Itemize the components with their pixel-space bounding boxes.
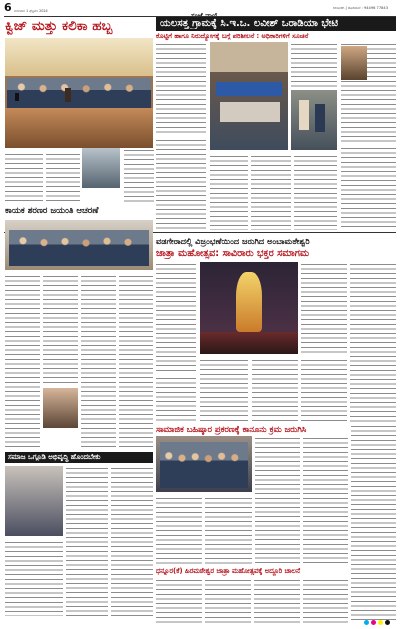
headline-yelasatta: ಯಲಸತ್ತ ಗ್ರಾಮಕ್ಕೆ ಸಿ.ಇ.ಒ. ಲವೀಶ್ ಒರಾಡಿಯಾ ಭೇಟಿ [160, 18, 338, 29]
headline-jatra-line2: ಜಾತ್ರಾ ಮಹೋತ್ಸವ: ಸಾವಿರಾರು ಭಕ್ತರ ಸಮಾಗಮ [156, 248, 310, 259]
photo-quiz-festival [5, 38, 153, 148]
body-right-col-2 [341, 146, 396, 230]
photo-samaja-oggoodi [5, 466, 63, 536]
body-quiz-festival [5, 152, 43, 204]
body-samaja-1 [66, 466, 108, 616]
photo-right-portrait [341, 46, 367, 80]
body-jatra-1 [156, 262, 196, 372]
subhead-yelasatta: ಕೊಟ್ಟಿಗೆ ಹಾಗೂ ನಿರುದ್ಯೋಗಕ್ಕೆ ಬಗ್ಗೆ ಪರಿಶೀಲನೆ : ಅಧಿಕಾರಿಗಳಿಗೆ ಸೂಚನೆ [156, 32, 309, 40]
headline-samaja-oggoodi: ಸಮಾಜ ಒಗ್ಗೂಡಿ ಅಭಿವೃದ್ಧಿ ಹೊಂದಬೇಕು [8, 453, 101, 461]
page-number: 6 [4, 1, 12, 14]
photo-kayaka-portrait [43, 388, 78, 428]
photo-yelasatta-visit [291, 90, 337, 150]
body-yelasatta-2 [291, 42, 337, 87]
color-registration-marks [364, 620, 398, 626]
masthead-logo [176, 3, 232, 13]
photo-kayaka-sharana [5, 220, 153, 270]
body-jatra-3 [350, 262, 396, 422]
photo-jatra-chariot [200, 262, 298, 354]
headline-bahishkara: ಸಾಮಾಜಿಕ ಬಹಿಷ್ಕಾರ ಪ್ರಕರಣಕ್ಕೆ ಕಾನೂನು ಕ್ರಮ ಜರುಗಿಸಿ [156, 424, 307, 434]
body-bahishkara-1 [255, 436, 300, 564]
body-dhannur-1 [156, 578, 202, 626]
body-kayaka-1 [5, 274, 40, 449]
headline-quiz-festival: ಕ್ವಿಜ್ ಮತ್ತು ಕಲಿಕಾ ಹಬ್ಬ [5, 18, 113, 34]
headline-jatra-line1: ವಡಗೇರಾದಲ್ಲಿ ವಿಜ್ರಂಭಣೆಯಿಂದ ಜರುಗಿದ ಅಂಬಾಮಠೇಶ್ವರಿ [156, 236, 310, 246]
body-right-col-3 [351, 424, 396, 620]
headline-dhannur-jatra: ಧನ್ನೂರ(ಕೆ) ಹಿರಮಠೇಶ್ವರ ಜಾತ್ರಾ ಮಹೋತ್ಸವಕ್ಕೆ ಅದ್ದೂರಿ ಚಾಲನೆ [156, 567, 300, 575]
page-date: ಗುರುವಾರ 1 ಫೆಬ್ರವರಿ 2024 [14, 9, 48, 13]
body-yelasatta-3 [156, 138, 206, 230]
headline-banner-yelasatta [156, 17, 396, 31]
header-contact: ಕಲಬುರಗಿ | ದೂರವಾಣಿ : 94496 77843 [332, 6, 388, 10]
photo-bahishkara [156, 436, 252, 492]
photo-yelasatta-meeting [210, 42, 288, 150]
body-yelasatta-1 [156, 42, 206, 134]
body-jatra-2 [301, 262, 347, 354]
photo-quiz-festival-2 [82, 148, 120, 188]
headline-kayaka-sharana: ಕಾಯಕ ಶರಣರ ಜಯಂತಿ ಆಚರಣೆ [5, 206, 99, 216]
page-header [4, 2, 396, 16]
headline-banner-samaja [5, 452, 153, 463]
